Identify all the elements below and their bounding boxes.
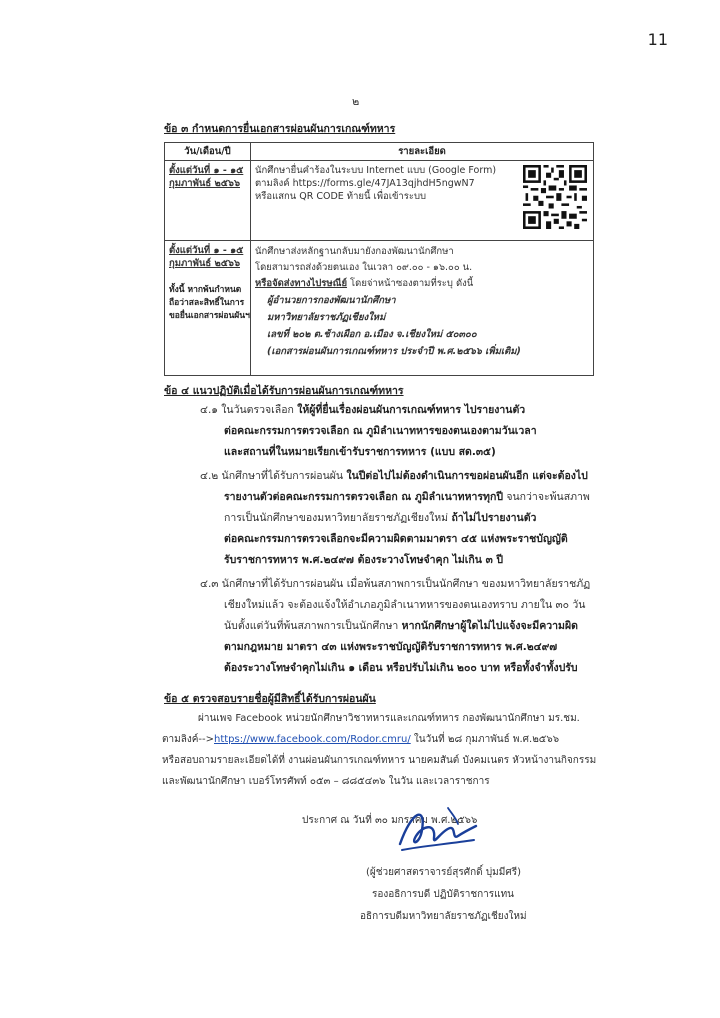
row2-detail-cell (251, 241, 594, 376)
row1-detail-line1: นักศึกษายื่นคำร้องในระบบ Internet แบบ (Google Form) (255, 165, 497, 176)
row2-post-label: หรือจัดส่งทางไปรษณีย์ (255, 278, 348, 289)
section5-line4: และพัฒนานักศึกษา เบอร์โทรศัพท์ ๐๕๓ – ๘๘๕๔๓๖ ในวัน และเวลาราชการ (162, 776, 490, 787)
p2-line3-plain: การเป็นนักศึกษาของมหาวิทยาลัยราชภัฏเชียงใหม่ (224, 512, 452, 524)
section4-heading: ข้อ ๔ แนวปฏิบัติเมื่อได้รับการผ่อนผันการเกณฑ์ทหาร (164, 385, 404, 397)
signer-name: (ผู้ช่วยศาสตราจารย์สุรศักดิ์ บุ่มมีศรี) (366, 867, 521, 878)
table-header-date: วัน/เดือน/ปี (165, 143, 251, 161)
row1-detail-line3: หรือแสกน QR CODE ท้ายนี้ เพื่อเข้าระบบ (255, 191, 427, 202)
p2-line3-bold: ถ้าไม่ไปรายงานตัว (451, 512, 537, 524)
p1-line2 (200, 421, 537, 442)
p1-line1-plain: ๔.๑ ในวันตรวจเลือก (200, 404, 298, 416)
section5-line3: หรือสอบถามรายละเอียดได้ที่ งานผ่อนผันการเกณฑ์ทหาร นายคมสันต์ บังคมเนตร หัวหน้างานกิจกรรม (162, 755, 597, 766)
row2-post-rest: โดยจ่าหน้าซองตามที่ระบุ ดังนี้ (347, 278, 474, 289)
p1-line3 (200, 442, 537, 463)
p3-line5 (200, 658, 590, 679)
p1-line1 (200, 400, 537, 421)
p2-line4-bold: ต่อคณะกรรมการตรวจเลือกจะมีความผิดตามมาตรา ๔๕ แห่งพระราชบัญญัติ (224, 533, 568, 545)
row1-detail-line2: ตามลิงค์ https://forms.gle/47JA13qjhdH5ngwN7 (255, 178, 475, 189)
row2-note-line1: ทั้งนี้ หากพ้นกำหนด (169, 285, 242, 295)
row1-date-line2: กุมภาพันธ์ ๒๕๖๖ (169, 178, 240, 189)
schedule-table (164, 142, 594, 376)
signer-title1: รองอธิการบดี ปฏิบัติราชการแทน (372, 889, 515, 900)
p2-line4 (200, 529, 590, 550)
row2-detail-line3 (255, 276, 589, 292)
row2-date-line1: ตั้งแต่วันที่ ๑ - ๑๕ (169, 245, 244, 256)
section4-p3 (200, 574, 590, 679)
row2-note-line3: ขอยื่นเอกสารผ่อนผันฯ (169, 311, 250, 321)
p2-line2 (200, 487, 590, 508)
signature-icon (392, 800, 480, 858)
facebook-link[interactable]: https://www.facebook.com/Rodor.cmru/ (214, 734, 411, 745)
address-line2: มหาวิทยาลัยราชภัฏเชียงใหม่ (267, 312, 386, 323)
p1-line1-bold: ให้ผู้ที่ยื่นเรื่องผ่อนผันการเกณฑ์ทหาร ไปรายงานตัว (297, 404, 526, 416)
p3-line3-bold: หากนักศึกษาผู้ใดไม่ไปแจ้งจะมีความผิด (401, 620, 578, 632)
p3-line1: ๔.๓ นักศึกษาที่ได้รับการผ่อนผัน เมื่อพ้นสภาพการเป็นนักศึกษา ของมหาวิทยาลัยราชภัฏ (200, 578, 591, 590)
p3-line3 (200, 616, 590, 637)
p1-line3-bold: และสถานที่ในหมายเรียกเข้ารับราชการทหาร (แบบ สด.๓๕) (224, 446, 496, 458)
inner-page-number: ๒ (352, 95, 360, 108)
page-number: 11 (647, 30, 668, 49)
section3-heading: ข้อ ๓ กำหนดการยื่นเอกสารผ่อนผันการเกณฑ์ทหาร (164, 123, 396, 135)
row1-date-cell (165, 161, 251, 241)
section5-line2 (162, 729, 559, 750)
p1-line2-bold: ต่อคณะกรรมการตรวจเลือก ณ ภูมิลำเนาทหารของตนเองตามวันเวลา (224, 425, 537, 437)
section5-line1: ผ่านเพจ Facebook หน่วยนักศึกษาวิชาทหารและเกณฑ์ทหาร กองพัฒนานักศึกษา มร.ชม. (198, 713, 580, 724)
section5-link-prefix: ตามลิงค์--> (162, 734, 214, 745)
p3-line5-bold: ต้องระวางโทษจำคุกไม่เกิน ๑ เดือน หรือปรับไม่เกิน ๒๐๐ บาท หรือทั้งจำทั้งปรับ (224, 662, 578, 674)
row2-detail-line1: นักศึกษาส่งหลักฐานกลับมายังกองพัฒนานักศึกษา (255, 246, 454, 257)
p2-line5-bold: รับราชการทหาร พ.ศ.๒๔๙๗ ต้องระวางโทษจำคุก ไม่เกิน ๓ ปี (224, 554, 504, 566)
address-line1: ผู้อำนวยการกองพัฒนานักศึกษา (267, 295, 396, 306)
p3-line4-bold: ตามกฎหมาย มาตรา ๔๓ แห่งพระราชบัญญัติรับราชการทหาร พ.ศ.๒๔๙๗ (224, 641, 558, 653)
signer-title2: อธิการบดีมหาวิทยาลัยราชภัฏเชียงใหม่ (360, 911, 527, 922)
p2-line1-plain: ๔.๒ นักศึกษาที่ได้รับการผ่อนผัน (200, 470, 347, 482)
section5-heading: ข้อ ๕ ตรวจสอบรายชื่อผู้มีสิทธิ์ได้รับการผ่อนผัน (164, 693, 376, 705)
qr-code-icon[interactable] (523, 165, 587, 229)
p3-line3-plain: นับตั้งแต่วันที่พ้นสภาพการเป็นนักศึกษา (224, 620, 402, 632)
table-header-detail: รายละเอียด (251, 143, 594, 161)
row1-detail-cell (251, 161, 594, 241)
row2-date-cell (165, 241, 251, 376)
row1-date-line1: ตั้งแต่วันที่ ๑ - ๑๕ (169, 165, 244, 176)
address-line4: (เอกสารผ่อนผันการเกณฑ์ทหาร ประจำปี พ.ศ.๒๕๖๖ เพิ่มเติม) (267, 346, 521, 357)
announce-date: ประกาศ ณ วันที่ ๓๐ มกราคม พ.ศ.๒๕๖๖ (302, 815, 478, 826)
p2-line2-plain: จนกว่าจะพ้นสภาพ (503, 491, 590, 503)
section5-link-suffix: ในวันที่ ๒๘ กุมภาพันธ์ พ.ศ.๒๕๖๖ (410, 734, 560, 745)
p3-line2: เชียงใหม่แล้ว จะต้องแจ้งให้อำเภอภูมิลำเนาทหารของตนเองทราบ ภายใน ๓๐ วัน (224, 599, 586, 611)
row2-detail-line2: โดยสามารถส่งด้วยตนเอง ในเวลา ๐๙.๐๐ - ๑๖.๐๐ น. (255, 262, 473, 273)
row2-date-line2: กุมภาพันธ์ ๒๕๖๖ (169, 258, 240, 269)
address-line3: เลขที่ ๒๐๒ ต.ช้างเผือก อ.เมือง จ.เชียงใหม่ ๕๐๓๐๐ (267, 329, 477, 340)
p2-line3 (200, 508, 590, 529)
section4-p1 (200, 400, 537, 463)
p2-line5 (200, 550, 590, 571)
section4-p2 (200, 466, 590, 571)
p2-line1 (200, 466, 590, 487)
p2-line2-bold: รายงานตัวต่อคณะกรรมการตรวจเลือก ณ ภูมิลำเนาทหารทุกปี (224, 491, 503, 503)
row2-note-line2: ถือว่าสละสิทธิ์ในการ (169, 298, 245, 308)
p3-line4 (200, 637, 590, 658)
p2-line1-bold: ในปีต่อไปไม่ต้องดำเนินการขอผ่อนผันอีก แต่จะต้องไป (346, 470, 588, 482)
